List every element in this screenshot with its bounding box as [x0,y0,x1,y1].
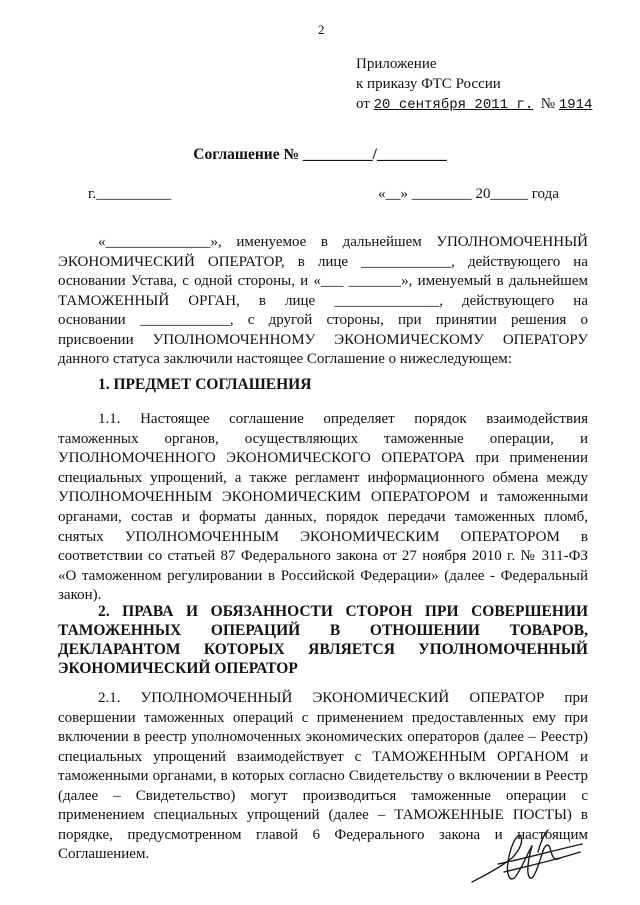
intro-line: основании Устава, с одной стороны, и «___ _______», именуемый в дальнейшем [58,273,588,289]
order-number: 1914 [558,97,593,113]
appendix-order-date-line [356,94,592,115]
paragraph-line: органами, состав и форматы данных, порядок передачи таможенных пломб, [58,508,588,525]
paragraph-line: специальных упрощений взаимодействует с ТАМОЖЕННЫМ ОРГАНОМ и [58,748,588,765]
heading-line: 2. ПРАВА И ОБЯЗАННОСТИ СТОРОН ПРИ СОВЕРШЕНИИ [98,603,588,620]
appendix-header [356,54,592,115]
section-1-paragraph [58,410,588,606]
appendix-order-reference: к приказу ФТС России [356,76,501,92]
handwritten-signature [468,822,586,892]
intro-line: присвоении УПОЛНОМОЧЕННОМУ ЭКОНОМИЧЕСКОМУ ОПЕРАТОРУ [58,331,588,348]
paragraph-line: (далее – Свидетельство) могут производиться таможенные операции с [58,787,588,804]
page-number: 2 [318,22,325,37]
intro-paragraph [58,233,588,370]
paragraph-line: включении в реестр уполномоченных экономических операторов (далее – Реестр) [58,729,588,745]
intro-line: ТАМОЖЕННЫЙ ОРГАН, в лице ______________, действующего на [58,292,588,309]
paragraph-line: закон). [58,587,102,604]
heading-line: ЭКОНОМИЧЕСКИЙ ОПЕРАТОР [58,660,298,677]
paragraph-line: таможенных органов, осуществляющих таможенные операции, и [58,430,588,447]
order-date: 20 сентября 2011 г. [373,97,534,113]
number-sign: № [540,96,556,112]
agreement-title: Соглашение № _________/_________ [193,146,447,163]
paragraph-line: порядке, предусмотренном главой 6 Федерального закона и настоящим [58,826,588,843]
paragraph-line: таможенными органами, в которых согласно Свидетельству о включении в Реестр [58,768,588,784]
section-2-heading [58,602,588,678]
date-prefix: от [356,96,370,112]
heading-line: ТАМОЖЕННЫХ ОПЕРАЦИЙ В ОТНОШЕНИИ ТОВАРОВ, [58,622,588,639]
paragraph-line: УПОЛНОМОЧЕННОГО ЭКОНОМИЧЕСКОГО ОПЕРАТОРА при применении [58,450,588,467]
paragraph-line: снятых УПОЛНОМОЧЕННЫМ ЭКОНОМИЧЕСКИМ ОПЕРАТОРОМ в [58,528,588,545]
section-1-heading: 1. ПРЕДМЕТ СОГЛАШЕНИЯ [98,376,312,393]
paragraph-line: «О таможенном регулировании в Российской Федерации» (далее - Федеральный [58,567,588,584]
paragraph-line: соответствии со статьей 87 Федерального закона от 27 ноября 2010 г. № 311-ФЗ [58,548,588,565]
city-line: г.__________ [88,186,172,202]
intro-line: основании ____________, с другой стороны, при принятии решения о [58,312,588,328]
appendix-title: Приложение [356,56,437,72]
date-line: «__» ________ 20_____ года [378,186,559,202]
paragraph-line: 1.1. Настоящее соглашение определяет порядок взаимодействия [98,411,588,427]
paragraph-line: УПОЛНОМОЧЕННЫМ ЭКОНОМИЧЕСКИМ ОПЕРАТОРОМ и таможенными [58,489,588,506]
paragraph-line: специальных упрощений, а также регламент информационного обмена между [58,469,588,486]
intro-line: данного статуса заключили настоящее Соглашение о нижеследующем: [58,351,512,367]
paragraph-line: 2.1. УПОЛНОМОЧЕННЫЙ ЭКОНОМИЧЕСКИЙ ОПЕРАТОР при [98,690,588,706]
heading-line: ДЕКЛАРАНТОМ КОТОРЫХ ЯВЛЯЕТСЯ УПОЛНОМОЧЕННЫЙ [58,641,588,658]
paragraph-line: применением специальных упрощений (далее – ТАМОЖЕННЫЕ ПОСТЫ) в [58,807,588,823]
intro-line: «______________», именуемое в дальнейшем УПОЛНОМОЧЕННЫЙ [98,234,588,250]
paragraph-line: Соглашением. [58,846,150,862]
intro-line: ЭКОНОМИЧЕСКИЙ ОПЕРАТОР, в лице ____________, действующего на [58,253,588,270]
paragraph-line: совершении таможенных операций с применением предоставленных ему при [58,709,588,726]
